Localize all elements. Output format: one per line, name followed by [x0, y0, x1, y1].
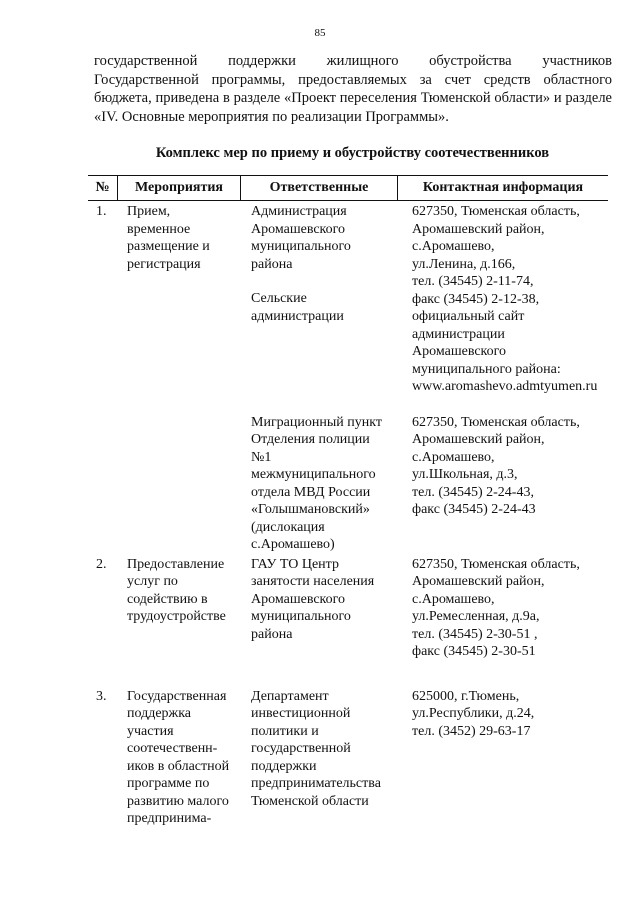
event-cell: Прием, временное размещение и регистрация [127, 204, 210, 272]
event-cell: Государственная поддержка участия соотечественн- иков в областной программе по развитию малого предпринима- [127, 688, 230, 826]
header-contacts: Контактная информация [397, 176, 608, 200]
table-body [88, 203, 618, 828]
header-number: № [95, 180, 110, 195]
responsible-cell: Миграционный пункт Отделения полиции №1 межмуниципального отдела МВД России «Голышмановский» (дислокация с.Аромашево) [251, 414, 382, 552]
table-row [88, 414, 618, 554]
responsible-cell [251, 203, 412, 325]
row-number: 1. [96, 204, 107, 219]
table-header [88, 175, 608, 201]
header-responsible: Ответственные [240, 176, 397, 200]
row-number: 2. [96, 556, 107, 572]
section-heading: Комплекс мер по приему и обустройству соотечественников [155, 145, 550, 161]
contact-cell: 627350, Тюменская область, Аромашевский район, с.Аромашево, ул.Школьная, д.3, тел. (34545) 2-24-43, факс (34545) 2-24-43 [412, 414, 580, 517]
row-number: 3. [96, 688, 107, 704]
responsible-entry: Администрация Аромашевского муниципального района [251, 204, 351, 272]
page-number: 85 [314, 27, 326, 39]
table-row [88, 203, 618, 396]
event-cell: Предоставление услуг по содействию в трудоустройстве [127, 556, 226, 624]
contact-cell: 627350, Тюменская область, Аромашевский район, с.Аромашево, ул.Ленина, д.166, тел. (34545) 2-11-74, факс (34545) 2-12-38, официальный сайт администрации Аромашевского муниципального района: www.aromashevo.admtyumen.ru [412, 204, 598, 394]
table-row [88, 688, 618, 828]
responsible-entry: Сельские администрации [251, 291, 344, 324]
intro-paragraph: государственной поддержки жилищного обустройства участников Государственной программы, предоставляемых за счет средств областного бюджета, приведена в разделе «Проект переселения Тюменской области» и разделе «IV. Основные мероприятия по реализации Программы». [94, 53, 612, 125]
header-events: Мероприятия [117, 176, 240, 200]
contact-cell: 625000, г.Тюмень, ул.Республики, д.24, тел. (3452) 29-63-17 [412, 688, 535, 739]
responsible-cell: ГАУ ТО Центр занятости населения Аромашевского муниципального района [251, 556, 375, 642]
table-row [88, 556, 618, 661]
contact-cell: 627350, Тюменская область, Аромашевский район, с.Аромашево, ул.Ремесленная, д.9а, тел. (34545) 2-30-51 , факс (34545) 2-30-51 [412, 556, 580, 659]
responsible-cell: Департамент инвестиционной политики и государственной поддержки предпринимательства Тюменской области [251, 688, 381, 809]
